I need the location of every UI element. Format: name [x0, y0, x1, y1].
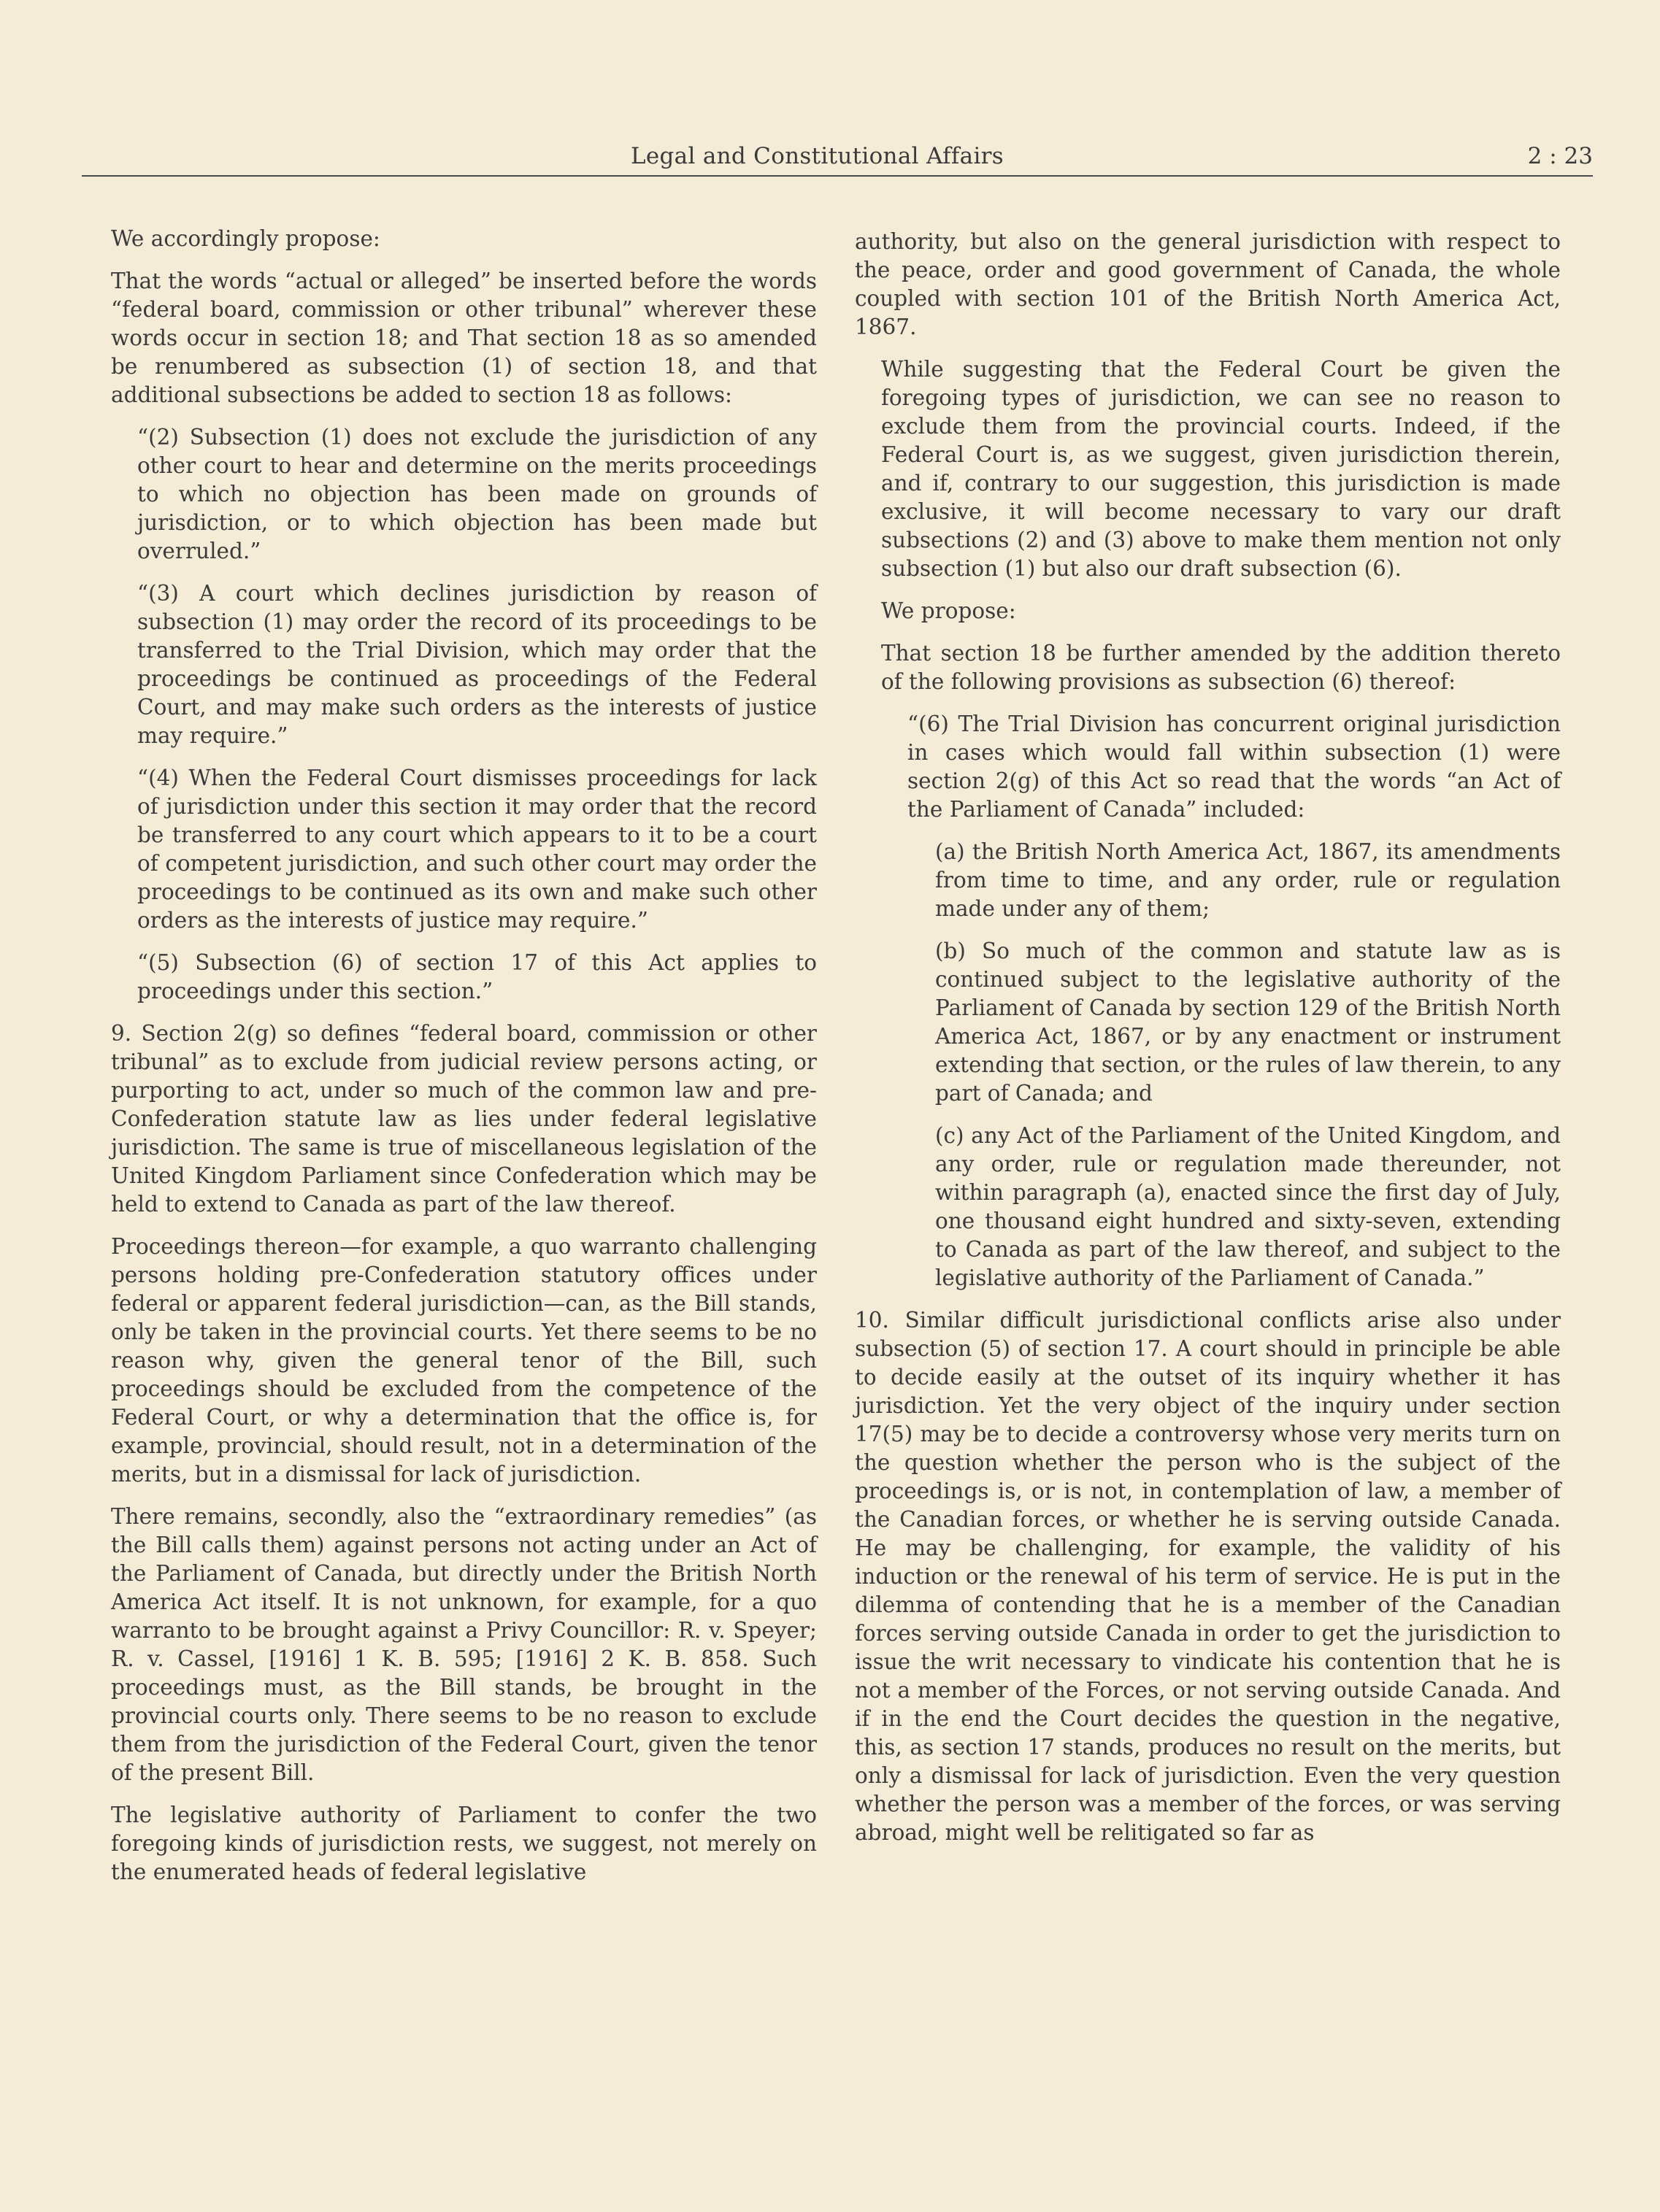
paragraph: 9. Section 2(g) so defines “federal board, commission or other tribunal” as to exclude from judicial review persons acting, or purporting to act, under so much of the common law and pre-Confederation statute law as lies under federal legislative jurisdiction. The same is true of miscellaneous legislation of the United Kingdom Parliament since Confederation which may be held to extend to Canada as part of the law thereof. [111, 1021, 817, 1217]
paragraph: “(4) When the Federal Court dismisses proceedings for lack of jurisdiction under this section it may order that the record be transferred to any court which appears to it to be a court of competent jurisdiction, and such other court may order the proceedings to be continued as its own and make such other orders as the interests of justice may require.” [137, 766, 817, 933]
paragraph: We accordingly propose: [111, 226, 380, 251]
paragraph: (b) So much of the common and statute law as is continued subject to the legislative authority of the Parliament of Canada by section 129 of the British North America Act, 1867, or by any enactment or instrument extending that section, or the rules of law therein, to any part of Canada; and [935, 939, 1561, 1106]
paragraph: authority, but also on the general jurisdiction with respect to the peace, order and good government of Canada, the whole coupled with section 101 of the British North America Act, 1867. [855, 229, 1561, 339]
paragraph: There remains, secondly, also the “extraordinary remedies” (as the Bill calls them) against persons not acting under an Act of the Parliament of Canada, but directly under the British North America Act itself. It is not unknown, for example, for a quo warranto to be brought against a Privy Councillor: R. v. Speyer; R. v. Cassel, [1916] 1 K. B. 595; [1916] 2 K. B. 858. Such proceedings must, as the Bill stands, be brought in the provincial courts only. There seems to be no reason to exclude them from the jurisdiction of the Federal Court, given the tenor of the present Bill. [111, 1504, 817, 1785]
paragraph: (c) any Act of the Parliament of the United Kingdom, and any order, rule or regulation made thereunder, not within paragraph (a), enacted since the first day of July, one thousand eight hundred and sixty-seven, extending to Canada as part of the law thereof, and subject to the legislative authority of the Parliament of Canada.” [935, 1123, 1561, 1290]
running-title: Legal and Constitutional Affairs [631, 143, 1004, 169]
paragraph: The legislative authority of Parliament to confer the two foregoing kinds of jurisdiction rests, we suggest, not merely on the enumerated heads of federal legislative [111, 1803, 817, 1884]
paragraph: “(2) Subsection (1) does not exclude the jurisdiction of any other court to hear and determine on the merits proceedings to which no objection has been made on grounds of jurisdiction, or to which objection has been made but overruled.” [137, 425, 817, 563]
left-column [111, 225, 817, 1900]
paragraph: “(5) Subsection (6) of section 17 of this Act applies to proceedings under this section.” [137, 950, 817, 1003]
page-number: 2 : 23 [1527, 143, 1593, 169]
paragraph: While suggesting that the Federal Court be given the foregoing types of jurisdiction, we can see no reason to exclude them from the provincial courts. Indeed, if the Federal Court is, as we suggest, given jurisdiction therein, and if, contrary to our suggestion, this jurisdiction is made exclusive, it will become necessary to vary our draft subsections (2) and (3) above to make them mention not only subsection (1) but also our draft subsection (6). [881, 357, 1561, 581]
header-rule [82, 175, 1593, 177]
right-column [855, 228, 1561, 1861]
paragraph: We propose: [881, 598, 1016, 623]
page-header [82, 143, 1593, 175]
paragraph: That section 18 be further amended by the addition thereto of the following provisions as subsection (6) thereof: [881, 641, 1561, 694]
paragraph: (a) the British North America Act, 1867, its amendments from time to time, and any order, rule or regulation made under any of them; [935, 839, 1561, 921]
paragraph: 10. Similar difficult jurisdictional conflicts arise also under subsection (5) of section 17. A court should in principle be able to decide easily at the outset of its inquiry whether it has jurisdiction. Yet the very object of the inquiry under section 17(5) may be to decide a controversy whose very merits turn on the question whether the person who is the subject of the proceedings is, or is not, in contemplation of law, a member of the Canadian forces, or whether he is serving outside Canada. He may be challenging, for example, the validity of his induction or the renewal of his term of service. He is put in the dilemma of contending that he is a member of the Canadian forces serving outside Canada in order to get the jurisdiction to issue the writ necessary to vindicate his contention that he is not a member of the Forces, or not serving outside Canada. And if in the end the Court decides the question in the negative, this, as section 17 stands, produces no result on the merits, but only a dismissal for lack of jurisdiction. Even the very question whether the person was a member of the forces, or was serving abroad, might well be relitigated so far as [855, 1308, 1561, 1845]
paragraph: “(3) A court which declines jurisdiction by reason of subsection (1) may order the record of its proceedings to be transferred to the Trial Division, which may order that the proceedings be continued as proceedings of the Federal Court, and may make such orders as the interests of justice may require.” [137, 581, 817, 748]
paragraph: “(6) The Trial Division has concurrent original jurisdiction in cases which would fall within subsection (1) were section 2(g) of this Act so read that the words “an Act of the Parliament of Canada” included: [907, 712, 1561, 822]
paragraph: That the words “actual or alleged” be inserted before the words “federal board, commission or other tribunal” wherever these words occur in section 18; and That section 18 as so amended be renumbered as subsection (1) of section 18, and that additional subsections be added to section 18 as follows: [111, 269, 817, 407]
paragraph: Proceedings thereon—for example, a quo warranto challenging persons holding pre-Confederation statutory offices under federal or apparent federal jurisdiction—can, as the Bill stands, only be taken in the provincial courts. Yet there seems to be no reason why, given the general tenor of the Bill, such proceedings should be excluded from the competence of the Federal Court, or why a determination that the office is, for example, provincial, should result, not in a determination of the merits, but in a dismissal for lack of jurisdiction. [111, 1234, 817, 1487]
